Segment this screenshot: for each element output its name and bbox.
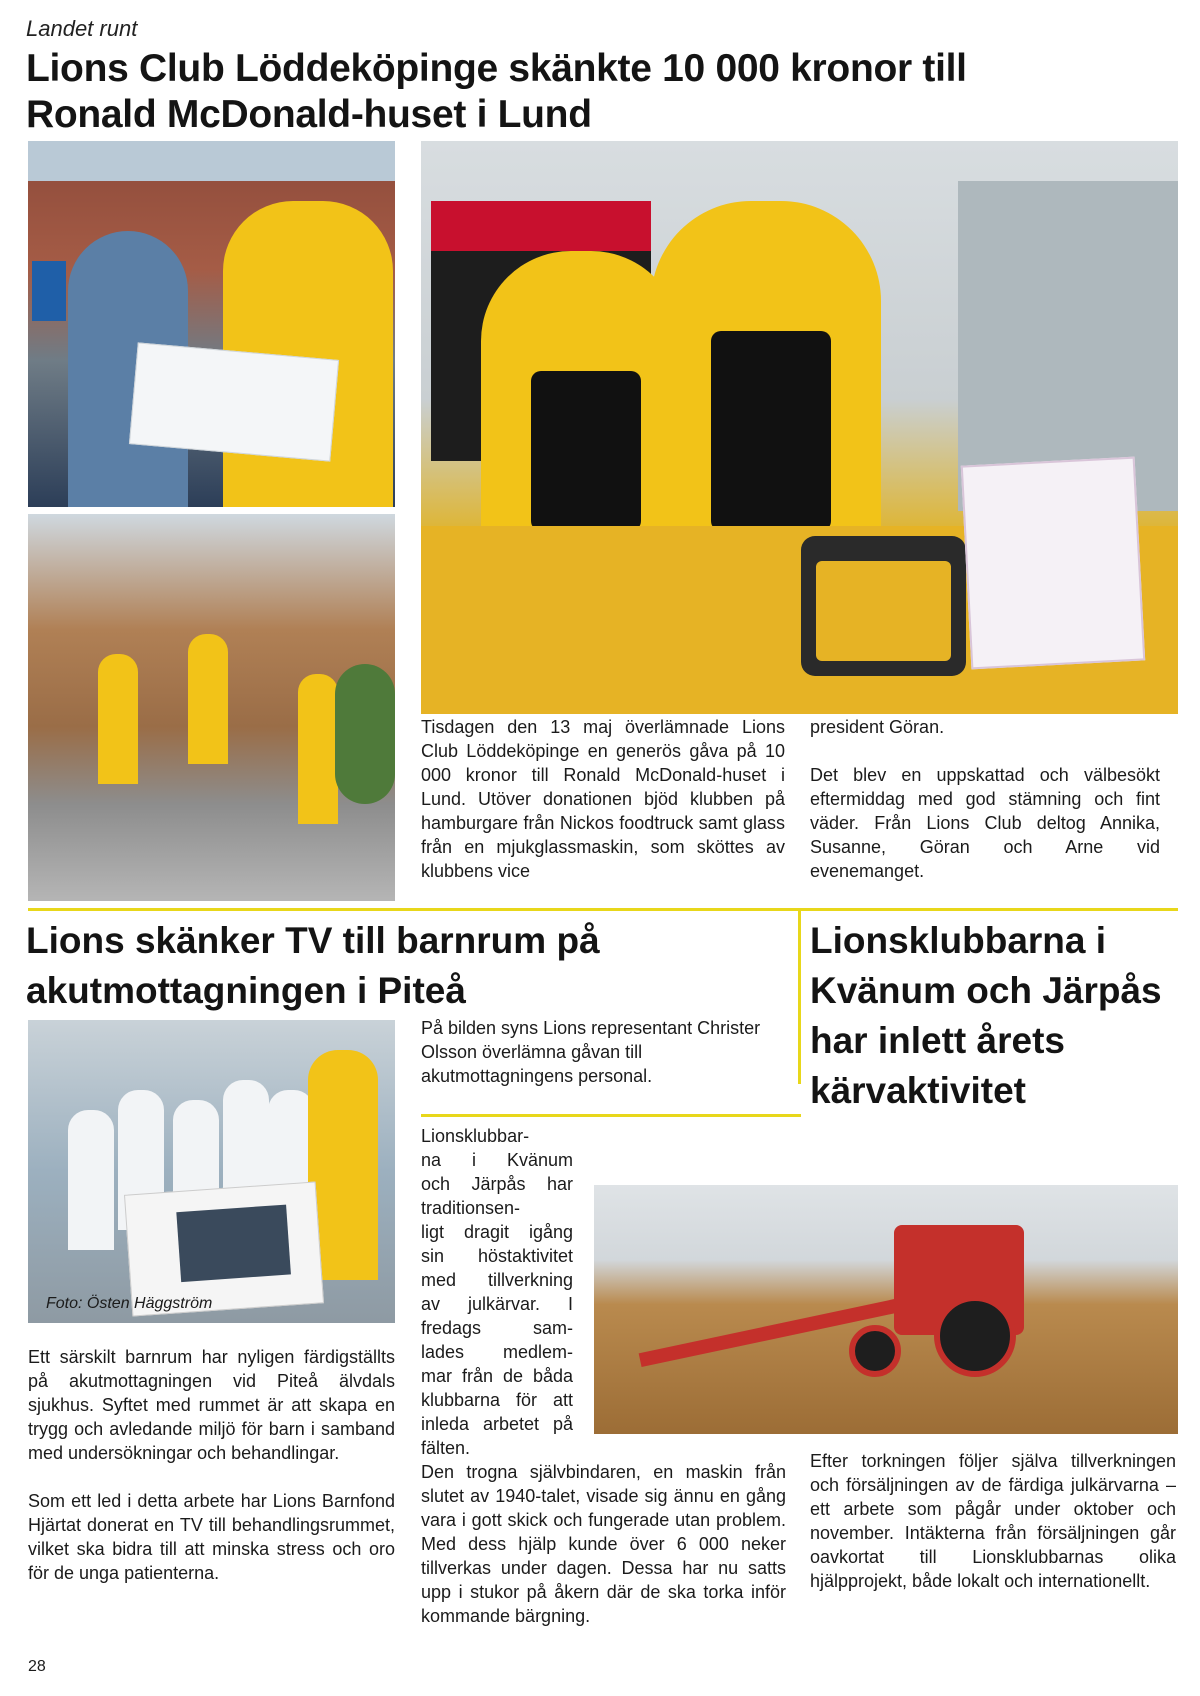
vertical-divider	[798, 908, 801, 1084]
tractor-field-photo	[594, 1185, 1178, 1434]
article3-p3: Efter torkningen följer själva tillverkningen och försäljningen av de färdiga julkärvarna – ett arbete som pågår under oktober och november. Intäkterna från försäljningen går oavkortat till Lionsklubbarnas olika hjälpprojekt, både lokalt och internationellt.	[810, 1451, 1176, 1591]
article2-intro-text: På bilden syns Lions representant Christer Olsson överlämna gåvan till akutmottagningens personal.	[421, 1018, 761, 1086]
check-handover-photo	[28, 141, 395, 507]
narrow-line: Lionsklubbar-	[421, 1126, 530, 1146]
narrow-line: klubbarna för att	[421, 1390, 573, 1410]
article1-col1-text: Tisdagen den 13 maj överlämnade Lions Club Löddeköpinge en generös gåva på 10 000 kronor till Ronald McDonald-huset i Lund. Utöver donationen bjöd klubben på hamburgare från Nickos foodtruck samt glass från en mjukglassmaskin, som sköttes av klubbens vice	[421, 717, 785, 881]
tv-donation-photo	[28, 1020, 395, 1323]
photo-caption: Foto: Östen Häggström	[46, 1295, 213, 1312]
article1-col2-p1: president Göran.	[810, 717, 945, 737]
article2-p1: Ett särskilt barnrum har nyligen färdigställts på akutmottagningen vid Piteå älvdals sjukhus. Syftet med rummet är att skapa en trygg och avledande miljö för barn i samband med undersökningar och behandlingar.	[28, 1347, 395, 1463]
article1-headline: Lions Club Löddeköpinge skänkte 10 000 kronor till Ronald McDonald-huset i Lund	[26, 47, 967, 136]
intro-underline	[421, 1114, 801, 1117]
narrow-line: fredags sam-	[421, 1318, 573, 1338]
section-label: Landet runt	[26, 16, 138, 41]
narrow-line: med tillverkning	[421, 1270, 573, 1290]
article3-headline: Lionsklubbarna i Kvänum och Järpås har inlett årets kärvaktivitet	[810, 920, 1162, 1111]
narrow-line: och Järpås har	[421, 1174, 573, 1194]
narrow-line: ligt dragit igång	[421, 1222, 573, 1242]
narrow-line: fälten.	[421, 1438, 471, 1458]
page-number: 28	[28, 1658, 46, 1675]
lions-members-outside-photo	[28, 514, 395, 901]
article2-p2: Som ett led i detta arbete har Lions Barnfond Hjärtat donerat en TV till behandlingsrummet, vilket ska bidra till att minska stress och oro för de unga patienterna.	[28, 1491, 395, 1583]
section-divider	[28, 908, 1178, 911]
narrow-line: sin höstaktivitet	[421, 1246, 573, 1266]
food-truck-photo	[421, 141, 1178, 714]
article1-column2	[810, 715, 1160, 883]
narrow-line: na i Kvänum	[421, 1150, 573, 1170]
article2-body	[28, 1345, 395, 1585]
article1-col2-p2: Det blev en uppskattad och välbesökt eftermiddag med god stämning och fint väder. Från Lions Club deltog Annika, Susanne, Göran och Arne vid evenemanget.	[810, 765, 1160, 881]
narrow-line: inleda arbetet på	[421, 1414, 573, 1434]
article3-narrow-column	[421, 1124, 573, 1460]
article1-column1	[421, 715, 785, 883]
narrow-line: mar från de båda	[421, 1366, 573, 1386]
narrow-line: traditionsen-	[421, 1198, 521, 1218]
article3-col-middle	[421, 1460, 786, 1628]
article3-col-right	[810, 1449, 1176, 1593]
article2-headline: Lions skänker TV till barnrum på akutmottagningen i Piteå	[26, 920, 600, 1011]
article3-p2: Den trogna självbindaren, en maskin från slutet av 1940-talet, visade sig ännu en gång vara i gott skick och fungerade utan problem. Med dess hjälp kunde över 6 000 neker tillverkas under dagen. Dessa har nu satts upp i stukor på åkern där de ska torka inför kommande bärgning.	[421, 1462, 786, 1626]
narrow-line: av julkärvar. I	[421, 1294, 573, 1314]
article2-intro	[421, 1016, 783, 1088]
narrow-line: lades medlem-	[421, 1342, 573, 1362]
